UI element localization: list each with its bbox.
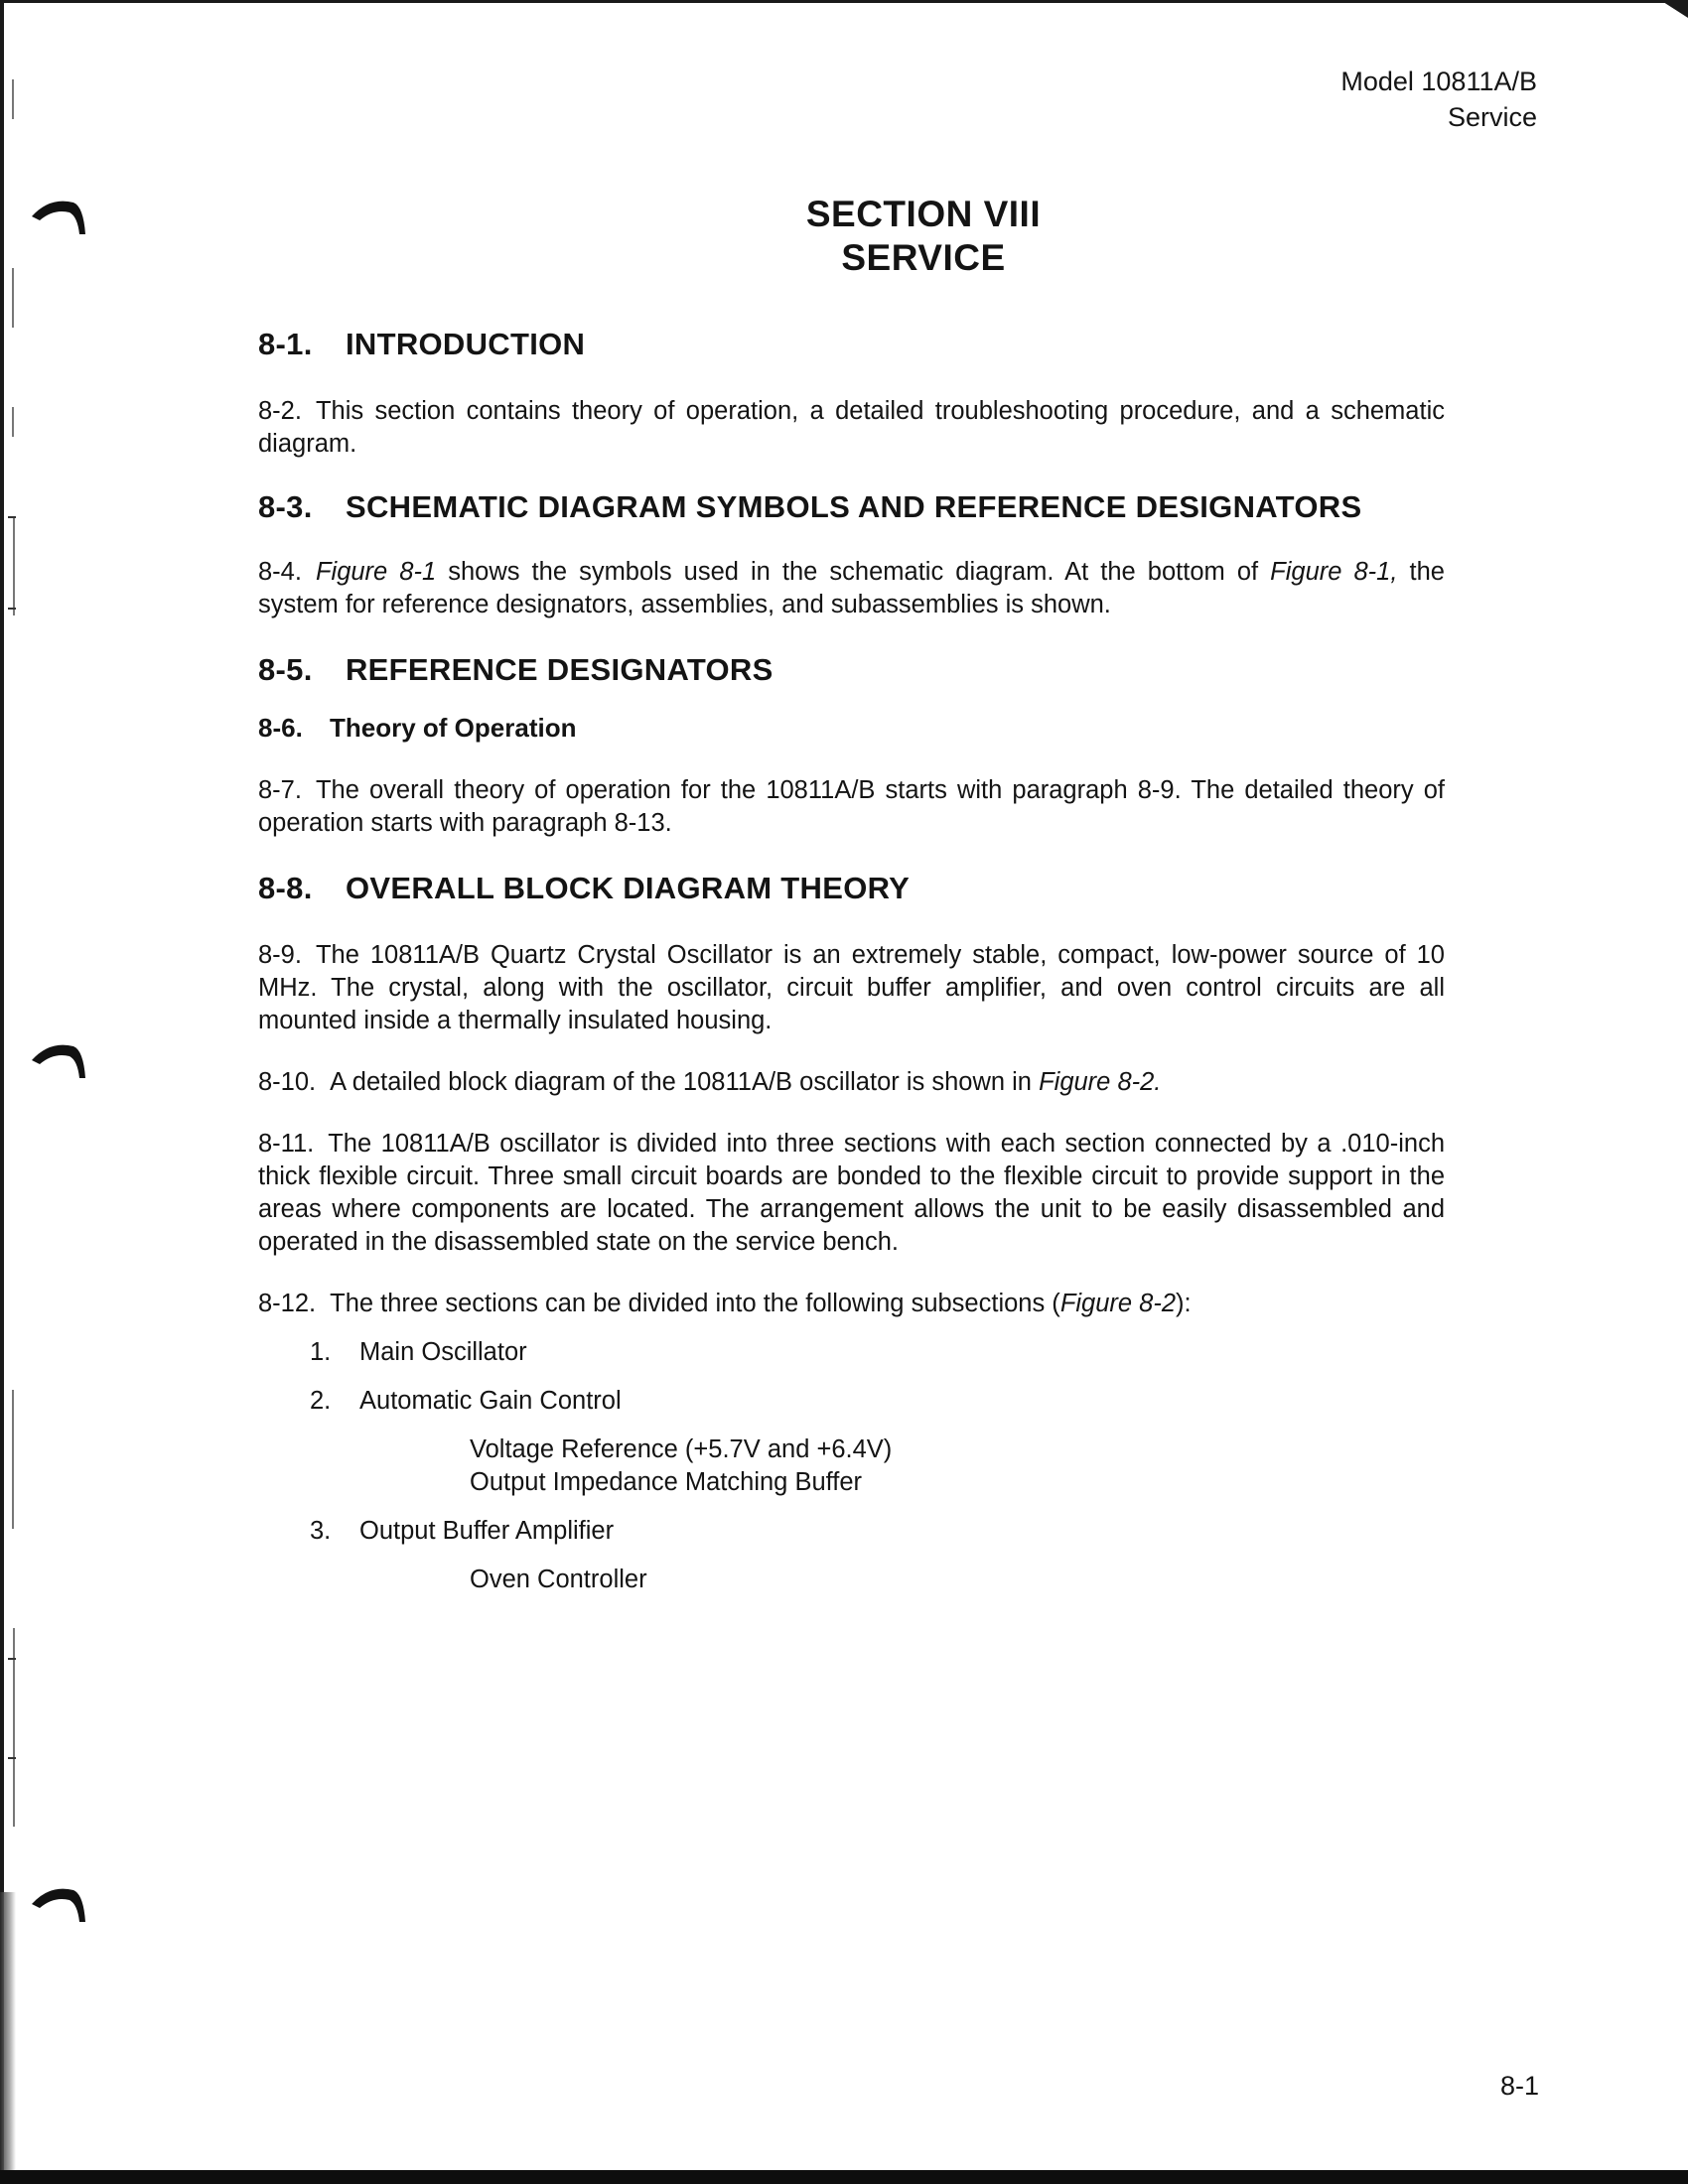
- heading-8-6: [258, 711, 1445, 745]
- sub-list-item: Voltage Reference (+5.7V and +6.4V): [470, 1435, 893, 1463]
- paragraph-8-4: [258, 556, 1445, 621]
- heading-number: 8-5.: [258, 652, 313, 687]
- document-body: [258, 326, 1445, 1596]
- sub-list-item: Output Impedance Matching Buffer: [470, 1468, 863, 1496]
- list-item-number: 3.: [310, 1517, 332, 1545]
- figure-reference: Figure 8-1,: [1270, 558, 1398, 586]
- margin-tick: [8, 516, 16, 518]
- list-item-number: 2.: [310, 1387, 332, 1415]
- section-title-line1: SECTION VIII: [805, 194, 1042, 234]
- figure-reference: Figure 8-2.: [1039, 1068, 1162, 1096]
- heading-number: 8-1.: [258, 327, 313, 361]
- paragraph-8-7: [258, 774, 1445, 840]
- scan-smudge: [0, 1892, 16, 2170]
- heading-text: Theory of Operation: [330, 713, 577, 743]
- scan-border-bottom: [0, 2170, 1688, 2184]
- margin-tick: [8, 608, 16, 610]
- paragraph-text: the system for reference designators, assemblies, and subassemblies is shown.: [258, 558, 1445, 618]
- paragraph-text-tail: ):: [1176, 1290, 1192, 1317]
- paragraph-number: 8-12.: [258, 1290, 317, 1317]
- figure-reference: Figure 8-2: [1059, 1290, 1177, 1317]
- list-item-label: Automatic Gain Control: [359, 1387, 622, 1415]
- paragraph-text: shows the symbols used in the schematic diagram. At the bottom of: [448, 558, 1259, 586]
- page-header: [1340, 64, 1537, 135]
- heading-8-5: [258, 651, 1445, 689]
- paragraph-text: This section contains theory of operation, a detailed troubleshooting procedure, and a schematic diagram.: [258, 397, 1445, 458]
- sub-list-item: Oven Controller: [470, 1566, 647, 1593]
- section-title: [0, 193, 1688, 280]
- heading-8-1: [258, 326, 1445, 363]
- paragraph-8-11: [258, 1128, 1445, 1259]
- paragraph-text: The three sections can be divided into the following subsections (: [330, 1290, 1060, 1317]
- list-item: [258, 1336, 1445, 1369]
- heading-text: SCHEMATIC DIAGRAM SYMBOLS AND REFERENCE DESIGNATORS: [346, 489, 1362, 524]
- paragraph-number: 8-9.: [258, 941, 302, 969]
- paragraph-8-10: [258, 1066, 1445, 1099]
- paragraph-text: A detailed block diagram of the 10811A/B oscillator is shown in: [330, 1068, 1032, 1096]
- paragraph-text: The 10811A/B Quartz Crystal Oscillator is an extremely stable, compact, low-power source of 10 MHz. The crystal, along with the oscillator, circuit buffer amplifier, and oven control circuits are all mounted inside a thermally insulated housing.: [258, 941, 1445, 1034]
- paragraph-8-9: [258, 939, 1445, 1037]
- paragraph-8-2: [258, 395, 1445, 461]
- paragraph-number: 8-7.: [258, 776, 302, 804]
- paragraph-text: The overall theory of operation for the 10811A/B starts with paragraph 8-9. The detailed theory of operation starts with paragraph 8-13.: [258, 776, 1445, 837]
- scan-border-left: [0, 0, 4, 2184]
- heading-number: 8-6.: [258, 713, 303, 743]
- list-item-number: 1.: [310, 1338, 332, 1366]
- scan-border-top: [0, 0, 1688, 3]
- margin-mark: [12, 79, 14, 119]
- heading-8-3: [258, 488, 1445, 526]
- heading-text: OVERALL BLOCK DIAGRAM THEORY: [346, 871, 911, 905]
- list-item-label: Main Oscillator: [359, 1338, 527, 1366]
- margin-mark: [13, 516, 15, 615]
- heading-text: REFERENCE DESIGNATORS: [346, 652, 774, 687]
- margin-mark: [12, 1390, 14, 1529]
- binder-hole-icon: [30, 1038, 85, 1080]
- paragraph-number: 8-10.: [258, 1068, 317, 1096]
- scan-corner-mark: [1660, 0, 1688, 18]
- heading-8-8: [258, 870, 1445, 907]
- margin-tick: [8, 1757, 16, 1759]
- paragraph-number: 8-4.: [258, 558, 302, 586]
- binder-hole-icon: [30, 1882, 85, 1924]
- page-number: 8-1: [1499, 2071, 1539, 2101]
- margin-mark: [12, 407, 14, 437]
- heading-number: 8-8.: [258, 871, 313, 905]
- list-item-label: Output Buffer Amplifier: [359, 1517, 615, 1545]
- figure-reference: Figure 8-1: [315, 558, 437, 586]
- heading-text: INTRODUCTION: [346, 327, 586, 361]
- paragraph-8-12: [258, 1288, 1445, 1320]
- header-model: Model 10811A/B: [1340, 67, 1537, 96]
- paragraph-text: The 10811A/B oscillator is divided into three sections with each section connected by a .010-inch thick flexible circuit. Three small circuit boards are bonded to the flexible circuit to provide support in the areas where components are located. The arrangement allows the unit to be easily disassembled and operated in the disassembled state on the service bench.: [258, 1130, 1445, 1256]
- list-item: [258, 1385, 1445, 1418]
- margin-tick: [8, 1658, 16, 1660]
- heading-number: 8-3.: [258, 489, 313, 524]
- list-item: [258, 1515, 1445, 1548]
- paragraph-number: 8-2.: [258, 397, 302, 425]
- paragraph-number: 8-11.: [258, 1130, 315, 1158]
- section-title-line2: SERVICE: [841, 237, 1006, 278]
- header-section: Service: [1447, 102, 1537, 132]
